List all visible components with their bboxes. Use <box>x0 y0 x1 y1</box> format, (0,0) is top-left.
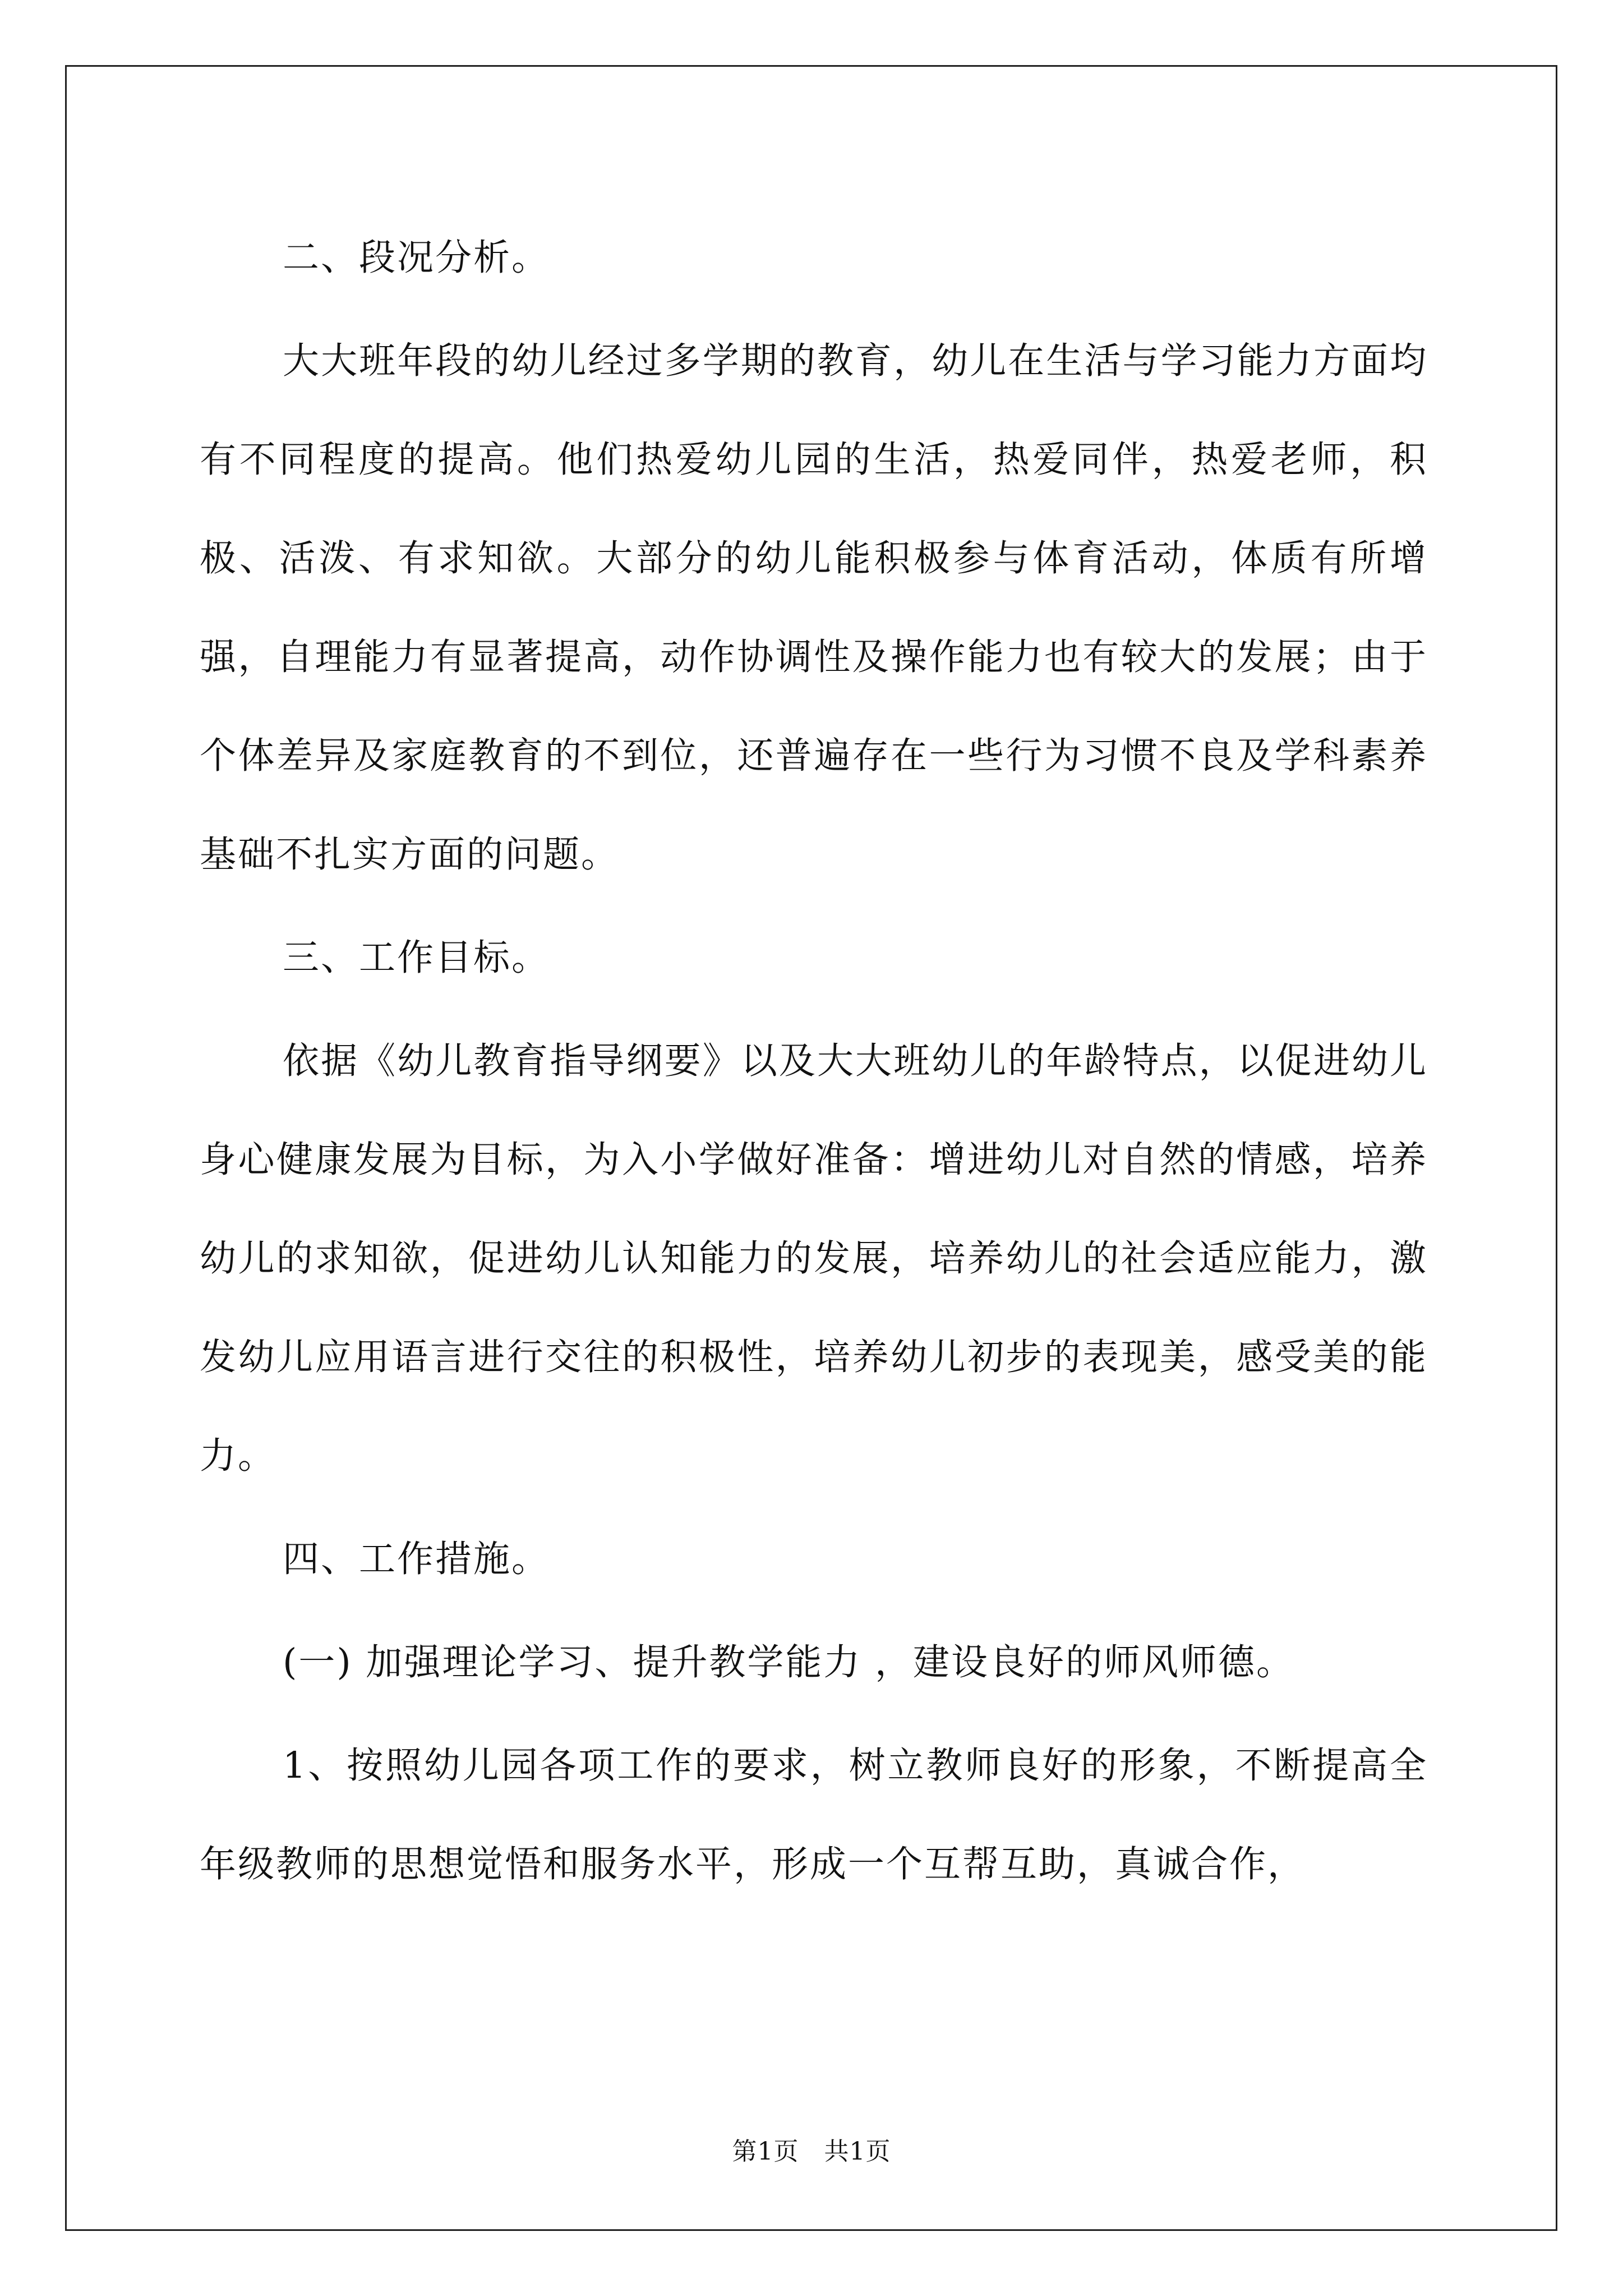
paragraph-analysis: 大大班年段的幼儿经过多学期的教育，幼儿在生活与学习能力方面均有不同程度的提高。他们热爱幼儿园的生活，热爱同伴，热爱老师，积极、活泼、有求知欲。大部分的幼儿能积极参与体育活动，体质有所增强，自理能力有显著提高，动作协调性及操作能力也有较大的发展；由于个体差异及家庭教育的不到位，还普遍存在一些行为习惯不良及学科素养基础不扎实方面的问题。 <box>200 340 1428 876</box>
section-heading-measures: 四、工作措施。 <box>283 1538 550 1580</box>
subheading-measure-1: (一) 加强理论学习、提升教学能力 ，建设良好的师风师德。 <box>283 1641 1295 1683</box>
paragraph-goals: 依据《幼儿教育指导纲要》以及大大班幼儿的年龄特点，以促进幼儿身心健康发展为目标，为入小学做好准备：增进幼儿对自然的情感，培养幼儿的求知欲，促进幼儿认知能力的发展，培养幼儿的社会适应能力，激发幼儿应用语言进行交往的积极性，培养幼儿初步的表现美，感受美的能力。 <box>200 1040 1428 1477</box>
page-footer: 第1页 共1页 <box>732 2137 891 2166</box>
section-heading-analysis: 二、段况分析。 <box>283 237 550 279</box>
paragraph-measure-1-item-1: 1、按照幼儿园各项工作的要求，树立教师良好的形象，不断提高全年级教师的思想觉悟和服务水平，形成一个互帮互助，真诚合作， <box>200 1745 1428 1885</box>
section-heading-goals: 三、工作目标。 <box>283 937 550 979</box>
document-body <box>200 209 1428 1914</box>
